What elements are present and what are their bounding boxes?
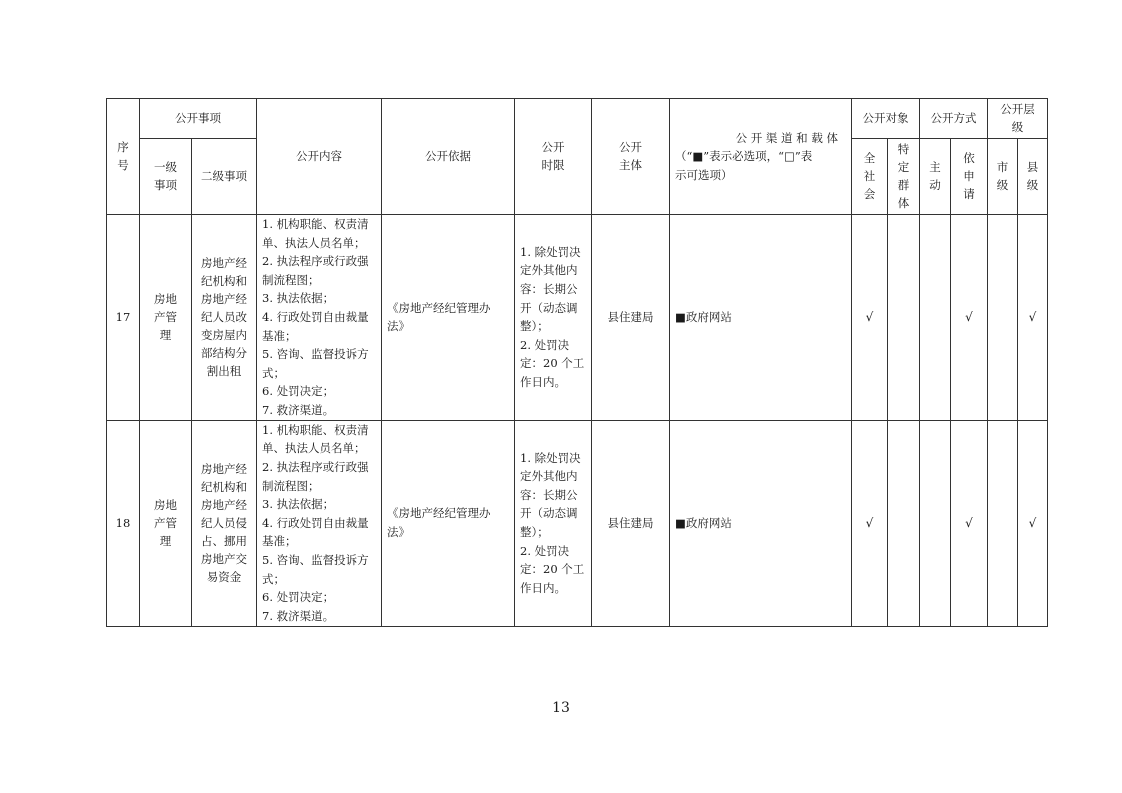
row-check-all: √ <box>852 215 888 421</box>
header-level: 公开层级 <box>988 99 1048 139</box>
row-subject: 县住建局 <box>592 215 670 421</box>
header-timelimit: 公开时限 <box>515 99 592 215</box>
row-basis: 《房地产经纪管理办法》 <box>382 420 515 626</box>
header-level1: 一级事项 <box>140 139 192 215</box>
header-level-city: 市级 <box>988 139 1018 215</box>
row-level2: 房地产经纪机构和房地产经纪人员改变房屋内部结构分割出租 <box>192 215 257 421</box>
table-row <box>107 215 1048 421</box>
row-content: 1. 机构职能、权责清 单、执法人员名单； 2. 执法程序或行政强 制流程图； 3. 执法依据； 4. 行政处罚自由裁量 基准； 5. 咨询、监督投诉方 式； 6. 处罚决定； 7. 救济渠道。 <box>257 215 382 421</box>
row-check-county: √ <box>1018 215 1048 421</box>
row-check-city <box>988 420 1018 626</box>
row-basis: 《房地产经纪管理办法》 <box>382 215 515 421</box>
header-level-county: 县级 <box>1018 139 1048 215</box>
row-check-apply: √ <box>951 420 988 626</box>
header-subject: 公开主体 <box>592 99 670 215</box>
row-timelimit: 1. 除处罚决 定外其他内 容：长期公 开（动态调 整）； 2. 处罚决 定：20 个工 作日内。 <box>515 215 592 421</box>
header-target-specific: 特定群体 <box>888 139 920 215</box>
row-timelimit: 1. 除处罚决 定外其他内 容：长期公 开（动态调 整）； 2. 处罚决 定：20 个工 作日内。 <box>515 420 592 626</box>
row-check-active <box>920 420 951 626</box>
table-row <box>107 420 1048 626</box>
row-seq: 17 <box>107 215 140 421</box>
row-level1: 房地产管理 <box>140 215 192 421</box>
row-check-apply: √ <box>951 215 988 421</box>
header-method-apply: 依申请 <box>951 139 988 215</box>
header-method-active: 主动 <box>920 139 951 215</box>
row-level2: 房地产经纪机构和房地产经纪人员侵占、挪用房地产交易资金 <box>192 420 257 626</box>
header-basis: 公开依据 <box>382 99 515 215</box>
row-check-active <box>920 215 951 421</box>
row-check-specific <box>888 420 920 626</box>
row-subject: 县住建局 <box>592 420 670 626</box>
header-target: 公开对象 <box>852 99 920 139</box>
page-number: 13 <box>552 700 570 716</box>
header-matter: 公开事项 <box>140 99 257 139</box>
header-seq: 序号 <box>107 99 140 215</box>
header-channel: 公 开 渠 道 和 载 体 （“■”表示必选项，“□”表 示可选项） <box>670 99 852 215</box>
row-check-all: √ <box>852 420 888 626</box>
row-check-city <box>988 215 1018 421</box>
row-check-specific <box>888 215 920 421</box>
header-method: 公开方式 <box>920 99 988 139</box>
disclosure-table <box>106 98 1048 627</box>
row-check-county: √ <box>1018 420 1048 626</box>
row-channel: ■政府网站 <box>670 215 852 421</box>
header-content: 公开内容 <box>257 99 382 215</box>
header-target-all: 全社会 <box>852 139 888 215</box>
row-level1: 房地产管理 <box>140 420 192 626</box>
header-level2: 二级事项 <box>192 139 257 215</box>
row-seq: 18 <box>107 420 140 626</box>
row-content: 1. 机构职能、权责清 单、执法人员名单； 2. 执法程序或行政强 制流程图； 3. 执法依据； 4. 行政处罚自由裁量 基准； 5. 咨询、监督投诉方 式； 6. 处罚决定； 7. 救济渠道。 <box>257 420 382 626</box>
row-channel: ■政府网站 <box>670 420 852 626</box>
